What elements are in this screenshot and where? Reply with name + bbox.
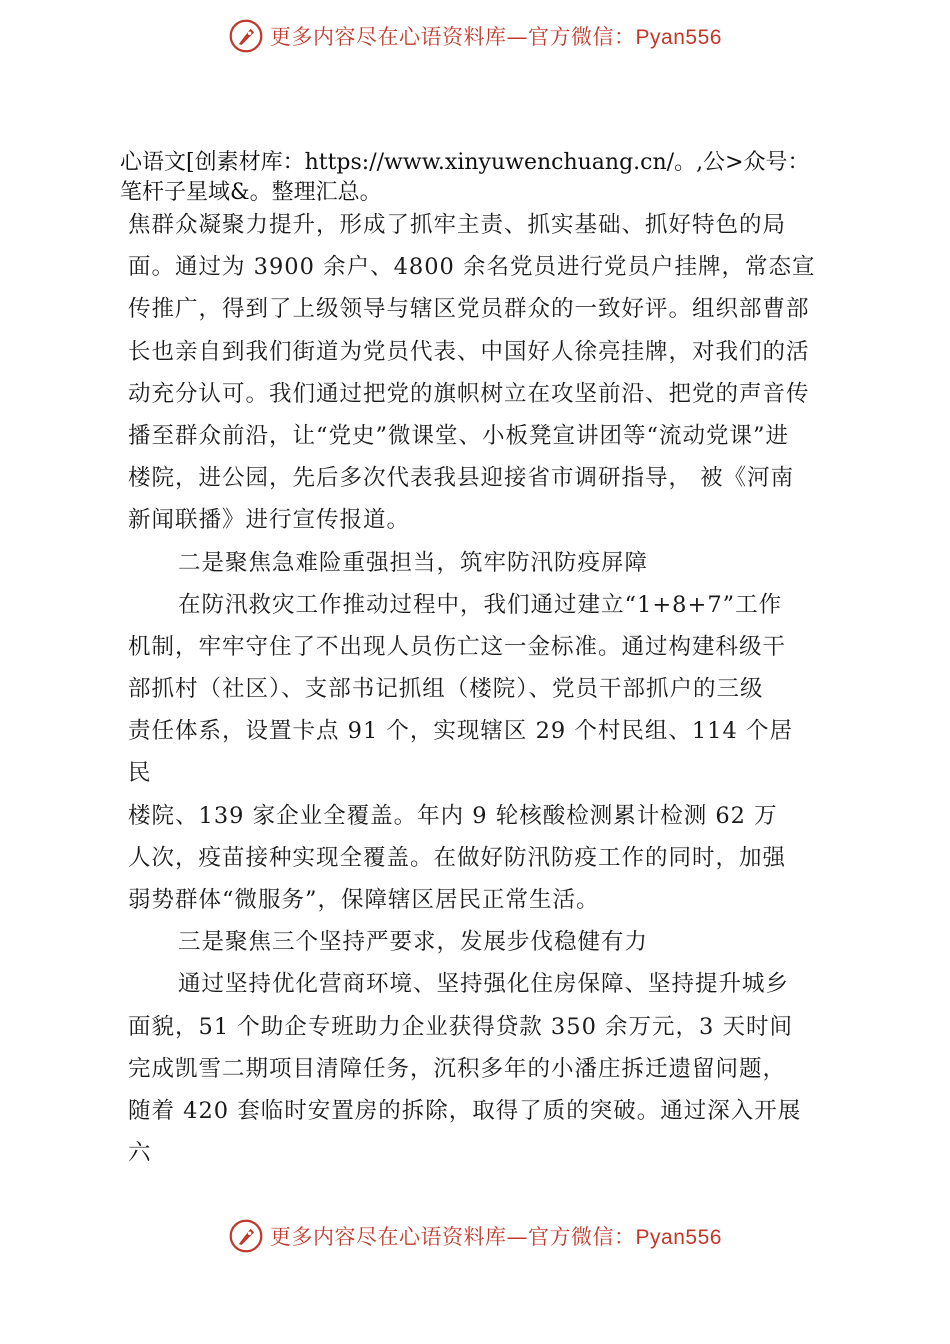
source-note-line: 心语文[创素材库：https://www.xinyuwenchuang.cn/。,公>众号： <box>120 150 810 175</box>
pen-nib-logo-icon <box>228 1218 264 1254</box>
body-line: 楼院，进公园，先后多次代表我县迎接省市调研指导， 被《河南 <box>128 465 795 492</box>
body-line: 焦群众凝聚力提升，形成了抓牢主责、抓实基础、抓好特色的局 <box>128 212 787 238</box>
source-note-line: 笔杆子星域&。整理汇总。 <box>120 180 382 205</box>
body-line: 六 <box>128 1140 152 1167</box>
body-line: 在防汛救灾工作推动过程中，我们通过建立“1+8+7”工作 <box>178 591 783 618</box>
banner-text: 更多内容尽在心语资料库—官方微信： <box>270 25 636 49</box>
body-line: 长也亲自到我们街道为党员代表、中国好人徐亮挂牌，对我们的活 <box>128 338 810 365</box>
body-line: 弱势群体“微服务”，保障辖区居民正常生活。 <box>128 887 600 913</box>
body-line: 通过坚持优化营商环境、坚持强化住房保障、坚持提升城乡 <box>178 971 790 998</box>
document-body <box>128 204 848 1174</box>
banner-wechat-id: Pyan556 <box>635 1226 722 1249</box>
body-line: 播至群众前沿，让“党史”微课堂、小板凳宣讲团等“流动党课”进 <box>128 422 790 449</box>
body-line: 传推广，得到了上级领导与辖区党员群众的一致好评。组织部曹部 <box>128 296 810 323</box>
body-line: 面。通过为 3900 余户、4800 余名党员进行党员户挂牌，常态宣 <box>128 254 816 281</box>
body-line: 面貌，51 个助企专班助力企业获得贷款 350 余万元，3 天时间 <box>128 1013 794 1040</box>
body-line: 新闻联播》进行宣传报道。 <box>128 507 411 534</box>
header-banner <box>0 14 950 58</box>
banner-text: 更多内容尽在心语资料库—官方微信： <box>270 1225 636 1249</box>
body-line: 人次，疫苗接种实现全覆盖。在做好防汛防疫工作的同时，加强 <box>128 844 787 871</box>
body-line: 楼院、139 家企业全覆盖。年内 9 轮核酸检测累计检测 62 万 <box>128 802 778 829</box>
body-line: 责任体系，设置卡点 91 个，实现辖区 29 个村民组、114 个居 <box>128 718 793 745</box>
body-line: 民 <box>128 760 152 787</box>
banner-wechat-id: Pyan556 <box>635 26 722 49</box>
body-line: 部抓村（社区）、支部书记抓组（楼院）、党员干部抓户的三级 <box>128 676 764 703</box>
body-line: 机制，牢牢守住了不出现人员伤亡这一金标准。通过构建科级干 <box>128 633 787 660</box>
section-heading: 三是聚焦三个坚持严要求，发展步伐稳健有力 <box>178 929 649 956</box>
section-heading: 二是聚焦急难险重强担当，筑牢防汛防疫屏障 <box>178 549 649 576</box>
body-line: 动充分认可。我们通过把党的旗帜树立在攻坚前沿、把党的声音传 <box>128 380 810 407</box>
pen-nib-logo-icon <box>228 18 264 54</box>
body-line: 完成凯雪二期项目清障任务，沉积多年的小潘庄拆迁遗留问题， <box>128 1055 787 1082</box>
source-note <box>120 148 920 208</box>
body-line: 随着 420 套临时安置房的拆除，取得了质的突破。通过深入开展 <box>128 1097 802 1124</box>
footer-banner <box>0 1214 950 1258</box>
